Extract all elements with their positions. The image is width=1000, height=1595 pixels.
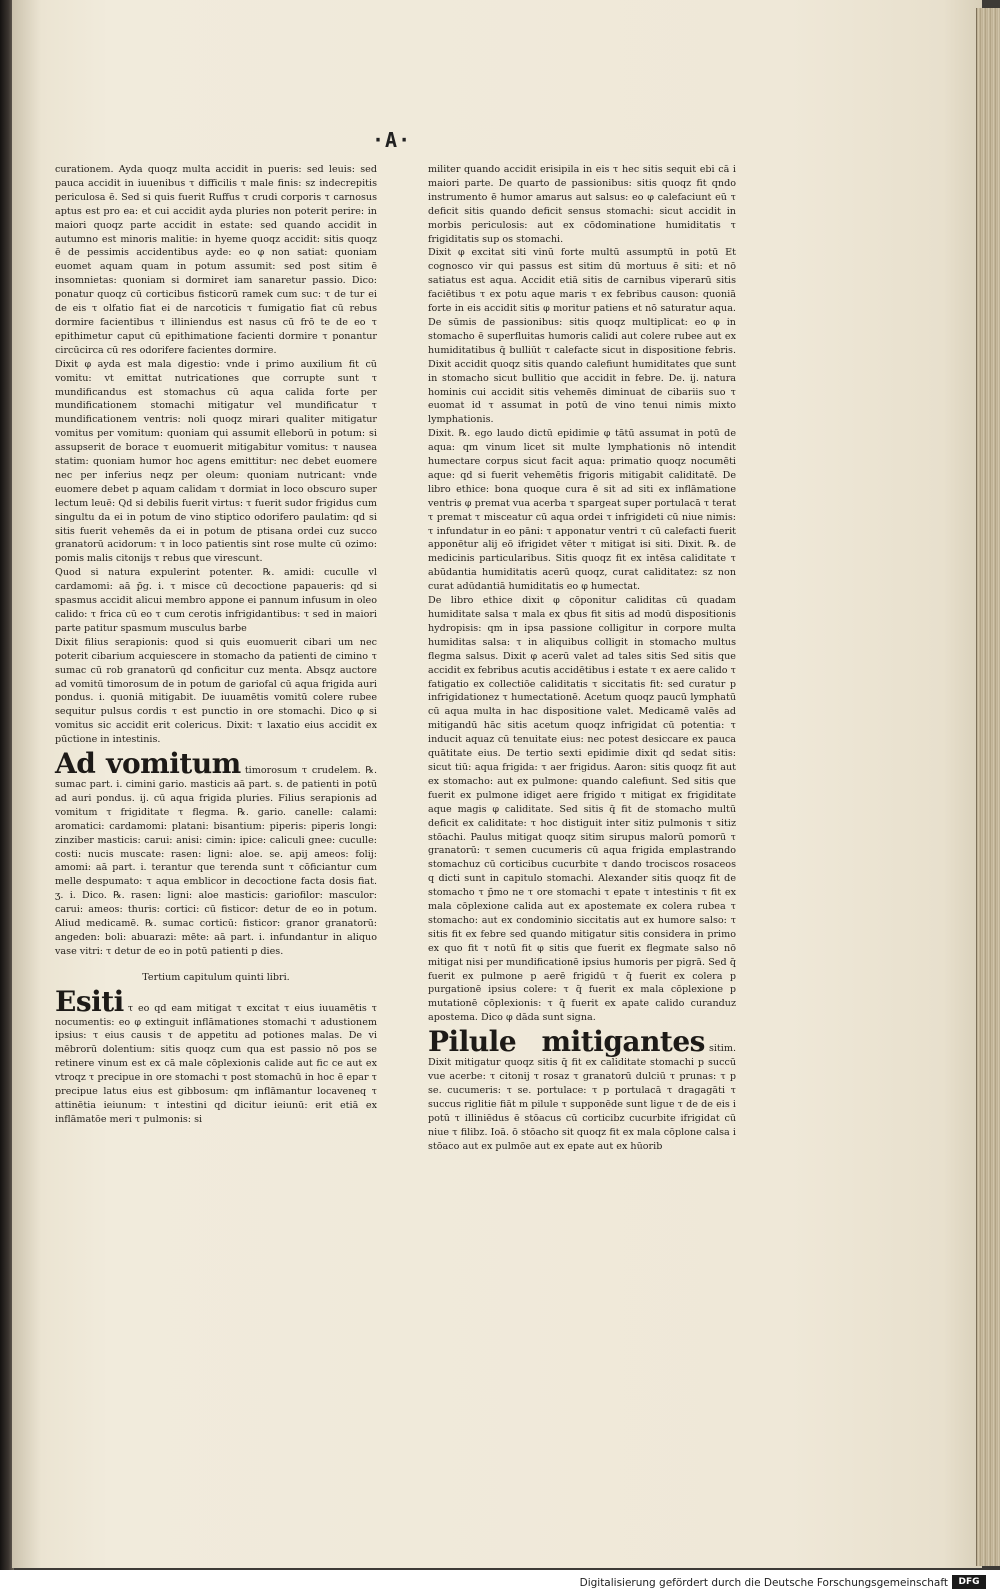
heading-body-text: timorosum τ crudelem. ℞. sumac part. i. cimini gario. masticis aā part. s. de patienti in potū ad auri pondus. ij. cū aqua frigida pluries. Filius serapionis ad vomitum τ frigiditate τ flegma. ℞. gario. canelle: calami: aromatici: cardamomi: platani: bisantium: piperis: piperis longi: zinziber masticis: carui: anisi: cimin: ipice: caliculi gnee: cuculle: costi: nucis muscate: rasen: ligni: aloe. se. apij ameos: folij: amomi: aā part. i. terantur que terenda sunt τ cōficiantur cum melle despumato: τ aqua emblicor in decoctione facta dosis fiat. ʒ. i. Dico. ℞. rasen: ligni: aloe masticis: gariofilor: masculor: carui: ameos: thuris: cortici: cū fisticor: detur de eo in potum. Aliud medicamē. ℞. sumac corticū: fisticor: granor granatorū: angeden: boli: abuarazi: mēte: aā part. i. infundantur in aliquo vase vitri: τ detur de eo in potū patienti p dies. — [55, 765, 377, 957]
section-heading — [428, 1025, 736, 1153]
paragraph: Dixit φ ayda est mala digestio: vnde i primo auxilium fit cū vomitu: vt emittat nutricationes que corrupte sunt τ mundificandus est stomachus cū aqua calida forte per mundificationem stomachi mitigatur vel mundificatur τ mundificationem ventris: noli quoqz mirari qualiter mitigatur vomitus per vomitum: quoniam qui assumit elleborū in potum: si assupserit de borace τ euomuerit mitigabitur vomitus: τ nausea statim: quoniam humor hoc agens emittitur: nec debet euomere nec per inferius neqz per oleum: quoniam nutricant: vnde euomere debet p aquam calidam τ dormiat in loco obscuro super lectum leuē: Qd si debilis fuerit virtus: τ fuerit sudor frigidus cum singultu da ei in potum de vino stiptico odorifero paulatim: qd si sitis fuerit vehemēs da ei in potum de ptisana ordei cuz succo granatorū acidorum: τ in loco patientis sint rose multe cū ozimo: pomis malis citonijs τ rebus que virescunt. — [55, 358, 377, 565]
section-heading — [55, 747, 377, 959]
heading-large-text: Pilule mitigantes — [428, 1025, 705, 1059]
section-heading — [55, 984, 377, 1127]
paragraph: Dixit. ℞. ego laudo dictū epidimie φ tātū assumat in potū de aqua: qm vinum licet sit multe lymphationis nō intendit humectare corpus sicut facit aqua: primatio quoqz nocumēti aque: qd si fuerit vehemētis frigoris mitigabit caliditatē. De libro ethice: bona quoque cura ē sit ad siti ex inflāmatione ventris φ premat vua acerba τ spargeat super portulacā τ terat τ premat τ misceatur cū aqua ordei τ infrigideti cū niue nimis: τ infundatur in eo pāni: τ apponatur ventri τ cū calefacti fuerit apponētur alij eō ifrigidet vēter τ mitigat isi siti. Dixit. ℞. de medicinis particularibus. Sitis quoqz fit ex intēsa caliditate τ abūdantia humiditatis acerū quoqz, curat caliditatez: sz non curat adūdantiā humiditatis eo φ humectat. — [428, 428, 736, 593]
dfg-logo: DFG — [952, 1575, 986, 1589]
paragraph: militer quando accidit erisipila in eis τ hec sitis sequit ebi cā i maiori parte. De quarto de passionibus: sitis quoqz fit qndo instrumento ē humor amarus aut salsus: eo φ calefaciunt eū τ deficit sitis quando deficit sensus stomachi: sicut accidit in morbis periculosis: aut ex cōdominatione humiditatis τ frigiditatis sup os stomachi. — [428, 164, 736, 245]
funding-credit: Digitalisierung gefördert durch die Deutsche Forschungsgemeinschaft — [579, 1577, 948, 1589]
page-stack-edge — [976, 8, 1000, 1566]
paragraph: Dixit filius serapionis: quod si quis euomuerit cibari um nec poterit cibarium acquiescere in stomacho da patienti de cimino τ sumac cū rob granatorū qd conficitur cuz menta. Absqz auctore ad vomitū timorosum de in potum de gariofal cū aqua frigida auri pondus. i. quoniā mitigabit. De iuuamētis vomitū colere rubee sequitur pulsus cordis τ est punctio in ore stomachi. Dico φ si vomitus sic accidit erit colericus. Dixit: τ laxatio eius accidit ex pūctione in intestinis. — [55, 636, 377, 746]
heading-body-text: τ eo qd eam mitigat τ excitat τ eius iuuamētis τ nocumentis: eo φ extinguit inflāmationes stomachi τ adustionem ipsius: τ eius causis τ de appetitu ad potiones malas. De vi mēbrorū dolentium: sitis quoqz cum qua est passio nō pos se retinere vinum est ex cā male cōplexionis calide aut fic ce aut ex vtroqz τ precipue in ore stomachi τ post stomachū in hoc ē epar τ precipue latus eius est gibbosum: qm inflāmantur locaveneq τ attinētia ieiunum: τ intestini qd dicitur ieiunū: erit etiā ex inflāmatōe meri τ pulmonis: si — [55, 1002, 377, 1125]
text-column-left — [55, 163, 377, 1129]
spacer — [55, 961, 377, 971]
footer-bar — [0, 1570, 1000, 1595]
chapter-title: Tertium capitulum quinti libri. — [142, 971, 290, 983]
folio-mark: ·A· — [372, 128, 412, 152]
paragraph: Dixit φ excitat siti vinū forte multū assumptū in potū Et cognosco vir qui passus est sitim dū mortuus ē siti: et nō satiatus est aqua. Accidit etiā sitis de carnibus viperarū sitis faciētibus τ ex potu aque maris τ ex febribus causon: quoniā forte in eis accidit sitis φ moritur patiens et nō saturatur aqua. De sūmis de passionibus: sitis quoqz multiplicat: eo φ in stomacho ē superfluitas humoris calidi aut colere rubee aut ex humiditatibus q̄ bulliūt τ calefacte sicut in dispositione febris. Dixit accidit quoqz sitis quando calefiunt humiditates que sunt in stomacho sicut bullitio que accidit in febre. De. ij. natura hominis cui accidit sitis vehemēs diminuat de cibariis suo τ euomat id τ assumat in potū de vino tenui nimis mixto lymphationis. — [428, 247, 736, 426]
text-column-right — [428, 163, 736, 1155]
paragraph: curationem. Ayda quoqz multa accidit in pueris: sed leuis: sed pauca accidit in iuuenibus τ difficilis τ male finis: sz indecrepitis periculosa ē. Sed si quis fuerit Ruffus τ crudi corporis τ carnosus aptus est pro ea: et cui accidit ayda pluries non poterit perire: in maiori quoqz parte accidit in estate: sed quando accidit in autumno est minoris malitie: in hyeme quoqz accidit: sitis quoqz ē de pessimis accidentibus ayde: eo φ non satiat: quoniam euomet aquam quam in potum assumit: sed post sitim ē insomnietas: quoniam si dormiret iam sanaretur passio. Dico: ponatur quoqz cū corticibus fisticorū ramek cum suc: τ de tur ei de eis τ olfatio fiat ei de narcoticis τ fumigatio fiat cū rebus dormire facientibus τ illiniendus est nasus cū frō te de eo τ epithimetur caput cū epithimatione facienti dormire τ ponantur circūcirca cū res odorifere facientes dormire. — [55, 164, 377, 356]
heading-large-text: Esiti — [55, 984, 124, 1018]
heading-large-text: Ad vomitum — [55, 747, 241, 781]
heading-body-text: sitim. Dixit mitigatur quoqz sitis q̄ fit ex caliditate stomachi p succū vue acerbe: τ citonij τ rosaz τ granatorū dulciū τ prunas: τ p se. cucumeris: τ se. portulace: τ p portulacā τ dragagāti τ succus riglitie fiāt m pilule τ supponēde sunt ligue τ de de eis i potū τ illiniēdus ē stōacus cū corticibz cucurbite ifrigidat cū niue τ filibz. Ioā. ō stōacho sit quoqz fit ex mala cōplone calsa i stōaco aut ex pulmōe aut ex epate aut ex hūorib — [428, 1043, 736, 1152]
paragraph: Quod si natura expulerint potenter. ℞. amidi: cuculle vl cardamomi: aā p̄g. i. τ misce cū decoctione papaueris: qd si spasmus accidit alicui membro appone ei pannum infusum in oleo calido: τ frica cū eo τ cum cerotis infrigidantibus: τ sed in maiori parte patitur spasmum musculus barbe — [55, 567, 377, 634]
paragraph: De libro ethice dixit φ cōponitur caliditas cū quadam humiditate salsa τ mala ex qbus fit sitis ad modū dispositionis hydropisis: qm in ipsa passione colligitur in corpore multa humiditas salsa: τ in aliquibus colligit in stomacho multus flegma salsus. Dixit φ acerū valet ad tales sitis Sed sitis que accidit ex febribus acutis accidētibus i estate τ ex aere calido τ fatigatio ex collectiōe caliditatis τ siccitatis fit: sed curatur p infrigidationez τ humectationē. Acetum quoqz paucū lymphatū cū aqua multa in hac dispositione valet. Medicamē valēs ad mitigandū hāc sitis acetum quoqz infrigidat cū potentia: τ inducit aquaz cū tenuitate eius: nec potest desiccare ex pauca quātitate eius. De tertio sexti epidimie dixit qd sedat sitis: sicut tiū: aqua frigida: τ aer frigidus. Aaron: sitis quoqz fit aut ex stomacho: aut ex pulmone: quando calefiunt. Sed sitis que fuerit ex pulmone idiget aere frigido τ mitigat ex frigiditate aque magis φ caliditate. Sed sitis q̄ fit de stomacho multū deficit ex caliditate: τ hoc distiguit inter sitiz pulmonis τ sitiz stōachi. Paulus mitigat quoqz sitim sirupus malorū pomorū τ granatorū: τ semen cucumeris cū aqua frigida emplastrando stomachuz cū corticibus cucurbite τ dando trociscos rosaceos q dicti sunt in capitulo stomachi. Alexander sitis quoqz fit de stomacho τ p̄mo ne τ ore stomachi τ epate τ intestinis τ fit ex mala cōplexione calida aut ex apostemate ex colera rubea τ stomacho: aut ex condominio siccitatis aut ex humore salso: τ sitis fit ex febre sed quando mitigatur sitis considera in primo ex quo fit τ notū fit φ sitis que fuerit ex flegmate salso nō mitigat nisi per mundificationē ipsius humoris per pigrā. Sed q̄ fuerit ex pulmone p aerē frigidū τ q̄ fuerit ex colera p purgationē ipsius colere: τ q̄ fuerit ex mala cōplexione p mutationē cōplexionis: τ q̄ fuerit ex apate calido curanduz apostema. Dico φ dāda sunt signa. — [428, 595, 736, 1024]
